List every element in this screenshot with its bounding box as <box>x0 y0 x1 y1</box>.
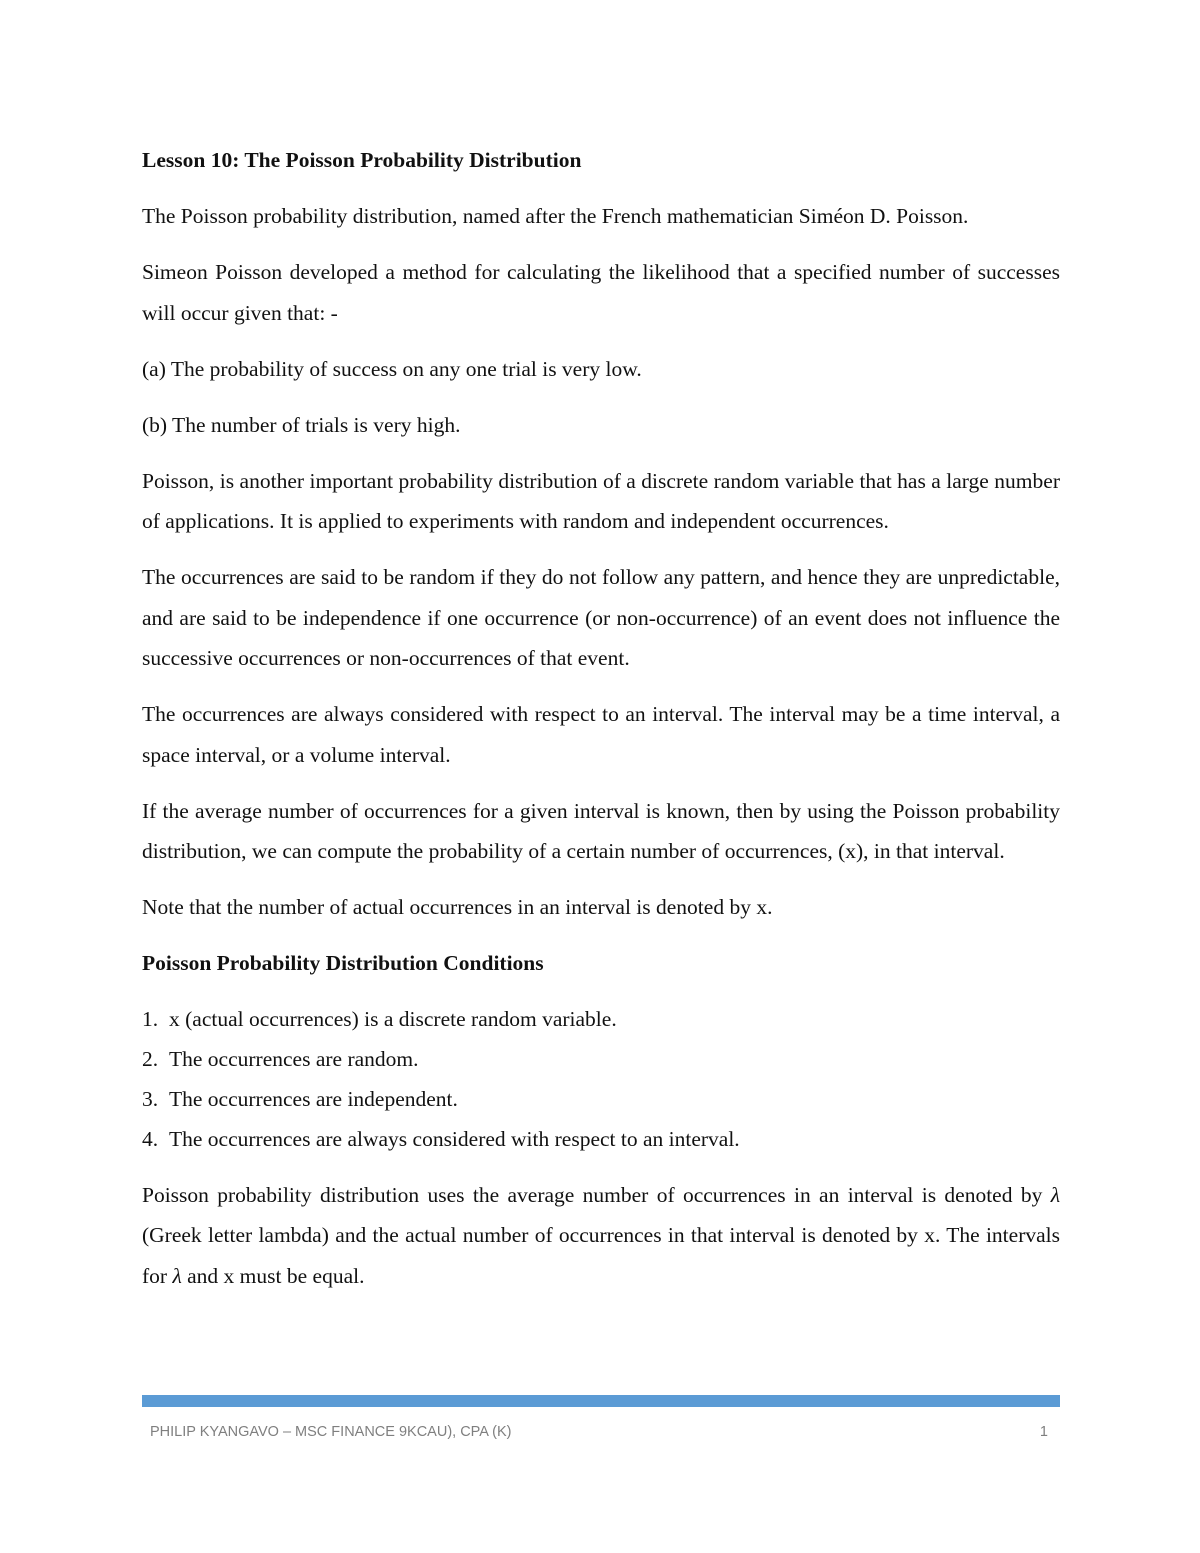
list-item <box>142 1039 1060 1079</box>
list-item <box>142 1079 1060 1119</box>
page-number: 1 <box>1039 1424 1048 1440</box>
paragraph-method: Simeon Poisson developed a method for calculating the likelihood that a specified number of successes will occur given that: - <box>142 260 1060 325</box>
paragraph-interval: The occurrences are always considered with respect to an interval. The interval may be a time interval, a space interval, or a volume interval. <box>142 702 1060 767</box>
list-text: The occurrences are random. <box>169 1047 419 1071</box>
lambda-symbol: λ <box>1050 1182 1060 1207</box>
paragraph-intro: The Poisson probability distribution, named after the French mathematician Siméon D. Poisson. <box>142 204 969 228</box>
paragraph-random-independent: The occurrences are said to be random if they do not follow any pattern, and hence they are unpredictable, and are said to be independence if one occurrence (or non-occurrence) of an event does not influence the successive occurrences or non-occurrences of that event. <box>142 565 1060 670</box>
conditions-list <box>142 999 1060 1159</box>
paragraph-condition-a: (a) The probability of success on any one trial is very low. <box>142 356 642 381</box>
paragraph-discrete: Poisson, is another important probability distribution of a discrete random variable that has a large number of applications. It is applied to experiments with random and independent occurrences. <box>142 468 1060 533</box>
list-number: 1. <box>142 1007 159 1031</box>
conditions-heading: Poisson Probability Distribution Conditions <box>142 951 544 975</box>
list-text: The occurrences are always considered with respect to an interval. <box>169 1127 740 1151</box>
lambda-text-part1: Poisson probability distribution uses the average number of occurrences in an interval is denoted by <box>142 1182 1051 1207</box>
lambda-text-part2: (Greek letter lambda) and the actual number of occurrences in that interval is denoted by x. The intervals for <box>142 1223 1060 1288</box>
paragraph-condition-b: (b) The number of trials is very high. <box>142 412 461 437</box>
paragraph-lambda <box>142 1175 1060 1297</box>
footer-author: PHILIP KYANGAVO – MSC FINANCE 9KCAU), CPA (K) <box>150 1424 512 1440</box>
list-number: 3. <box>142 1087 159 1111</box>
list-item <box>142 1119 1060 1159</box>
list-number: 2. <box>142 1047 159 1071</box>
lambda-symbol: λ <box>172 1263 182 1288</box>
lesson-title: Lesson 10: The Poisson Probability Distribution <box>142 148 582 172</box>
paragraph-note: Note that the number of actual occurrences in an interval is denoted by x. <box>142 895 773 919</box>
list-text: The occurrences are independent. <box>169 1087 458 1111</box>
lambda-text-part3: and x must be equal. <box>181 1263 365 1288</box>
list-text: x (actual occurrences) is a discrete random variable. <box>169 1007 617 1031</box>
document-page <box>142 0 1060 1553</box>
list-item <box>142 999 1060 1039</box>
list-number: 4. <box>142 1127 159 1151</box>
paragraph-average: If the average number of occurrences for a given interval is known, then by using the Poisson probability distribution, we can compute the probability of a certain number of occurrences, (x), in that interval. <box>142 798 1060 863</box>
document-body <box>142 140 1060 1312</box>
footer-divider-bar <box>142 1395 1060 1407</box>
